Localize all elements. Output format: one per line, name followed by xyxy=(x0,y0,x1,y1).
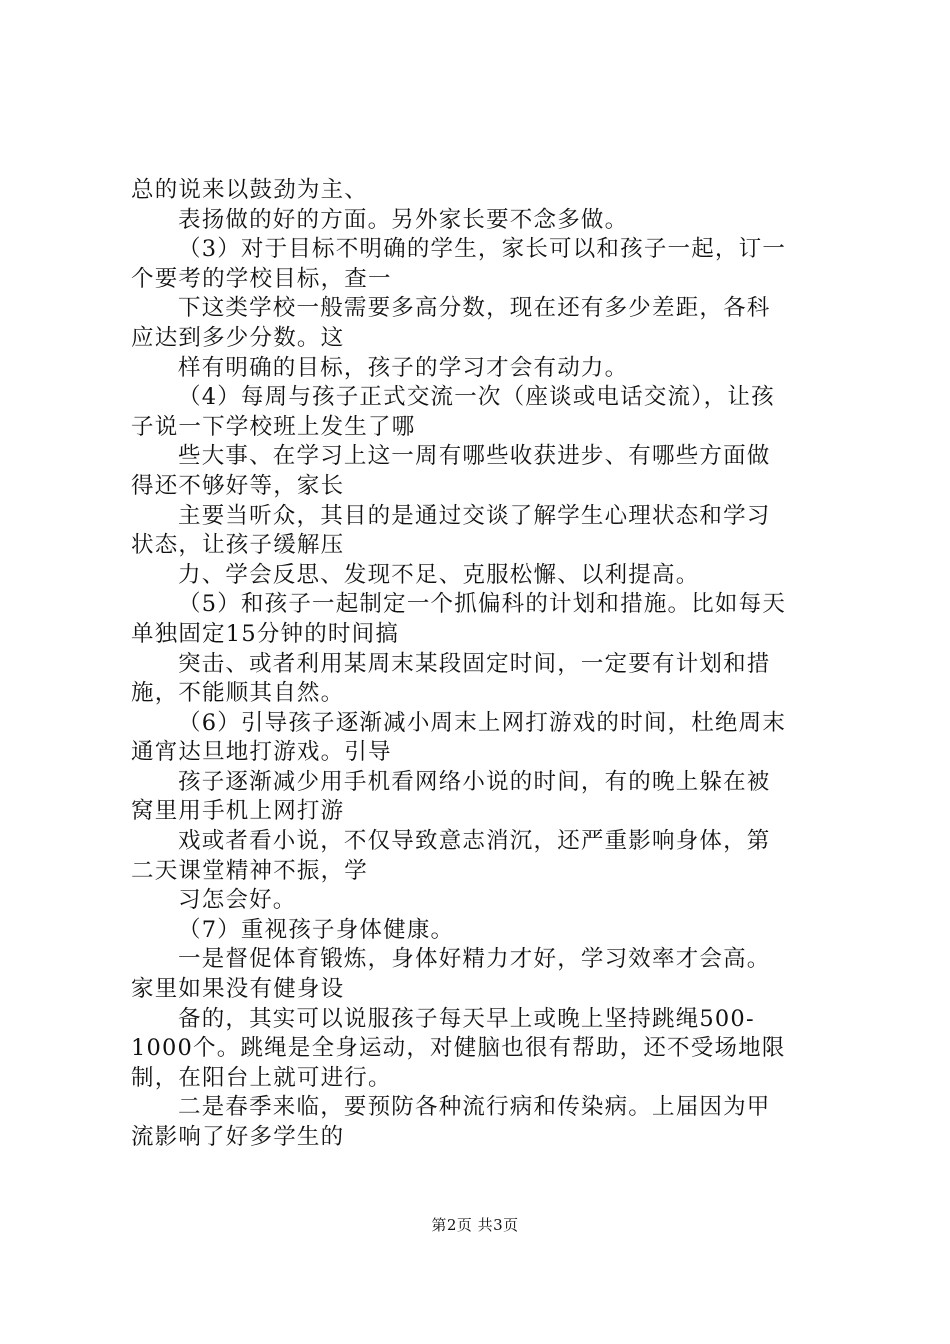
text-line: 应达到多少分数。这 xyxy=(131,324,345,351)
text-line: （6）引导孩子逐渐减小周末上网打游戏的时间，杜绝周末 xyxy=(178,709,787,736)
page-number-footer: 第2页 共3页 xyxy=(431,1216,519,1234)
document-body xyxy=(131,176,831,1153)
text-line: 单独固定15分钟的时间搞 xyxy=(131,620,400,647)
text-line: 子说一下学校班上发生了哪 xyxy=(131,413,416,440)
text-line: 总的说来以鼓劲为主、 xyxy=(131,177,369,203)
text-line: 二是春季来临，要预防各种流行病和传染病。上届因为甲 xyxy=(178,1094,771,1121)
text-line: 突击、或者利用某周末某段固定时间，一定要有计划和措 xyxy=(178,650,771,677)
text-line: 备的，其实可以说服孩子每天早上或晚上坚持跳绳500- xyxy=(178,1005,755,1032)
text-line: 些大事、在学习上这一周有哪些收获进步、有哪些方面做 xyxy=(178,443,771,470)
text-line: 力、学会反思、发现不足、克服松懈、以利提高。 xyxy=(178,561,700,588)
text-line: （3）对于目标不明确的学生，家长可以和孩子一起，订一 xyxy=(178,236,787,263)
text-line: 施，不能顺其自然。 xyxy=(131,680,345,707)
text-line: 状态，让孩子缓解压 xyxy=(131,532,345,559)
text-line: 一是督促体育锻炼，身体好精力才好，学习效率才会高。 xyxy=(178,946,771,973)
text-line: 样有明确的目标，孩子的学习才会有动力。 xyxy=(178,354,629,381)
text-line: 戏或者看小说，不仅导致意志消沉，还严重影响身体，第 xyxy=(178,828,771,855)
text-line: 表扬做的好的方面。另外家长要不念多做。 xyxy=(178,206,629,233)
text-line: 窝里用手机上网打游 xyxy=(131,798,345,825)
text-line: 家里如果没有健身设 xyxy=(131,976,345,1003)
text-line: 二天课堂精神不振，学 xyxy=(131,857,369,884)
text-line: 习怎会好。 xyxy=(178,887,297,914)
text-line: 通宵达旦地打游戏。引导 xyxy=(131,739,392,766)
text-line: 得还不够好等，家长 xyxy=(131,472,345,499)
text-line: 制，在阳台上就可进行。 xyxy=(131,1064,392,1091)
text-line: 1000个。跳绳是全身运动，对健脑也很有帮助，还不受场地限 xyxy=(131,1035,786,1062)
text-line: （5）和孩子一起制定一个抓偏科的计划和措施。比如每天 xyxy=(178,591,787,618)
text-line: 主要当听众，其目的是通过交谈了解学生心理状态和学习 xyxy=(178,502,771,529)
text-line: （4）每周与孩子正式交流一次（座谈或电话交流），让孩 xyxy=(178,384,775,411)
text-line: （7）重视孩子身体健康。 xyxy=(178,916,455,943)
text-line: 孩子逐渐减少用手机看网络小说的时间，有的晚上躲在被 xyxy=(178,768,771,795)
text-line: 下这类学校一般需要多高分数，现在还有多少差距，各科 xyxy=(178,295,771,322)
text-line: 流影响了好多学生的 xyxy=(131,1124,345,1150)
text-line: 个要考的学校目标，查一 xyxy=(131,265,392,292)
